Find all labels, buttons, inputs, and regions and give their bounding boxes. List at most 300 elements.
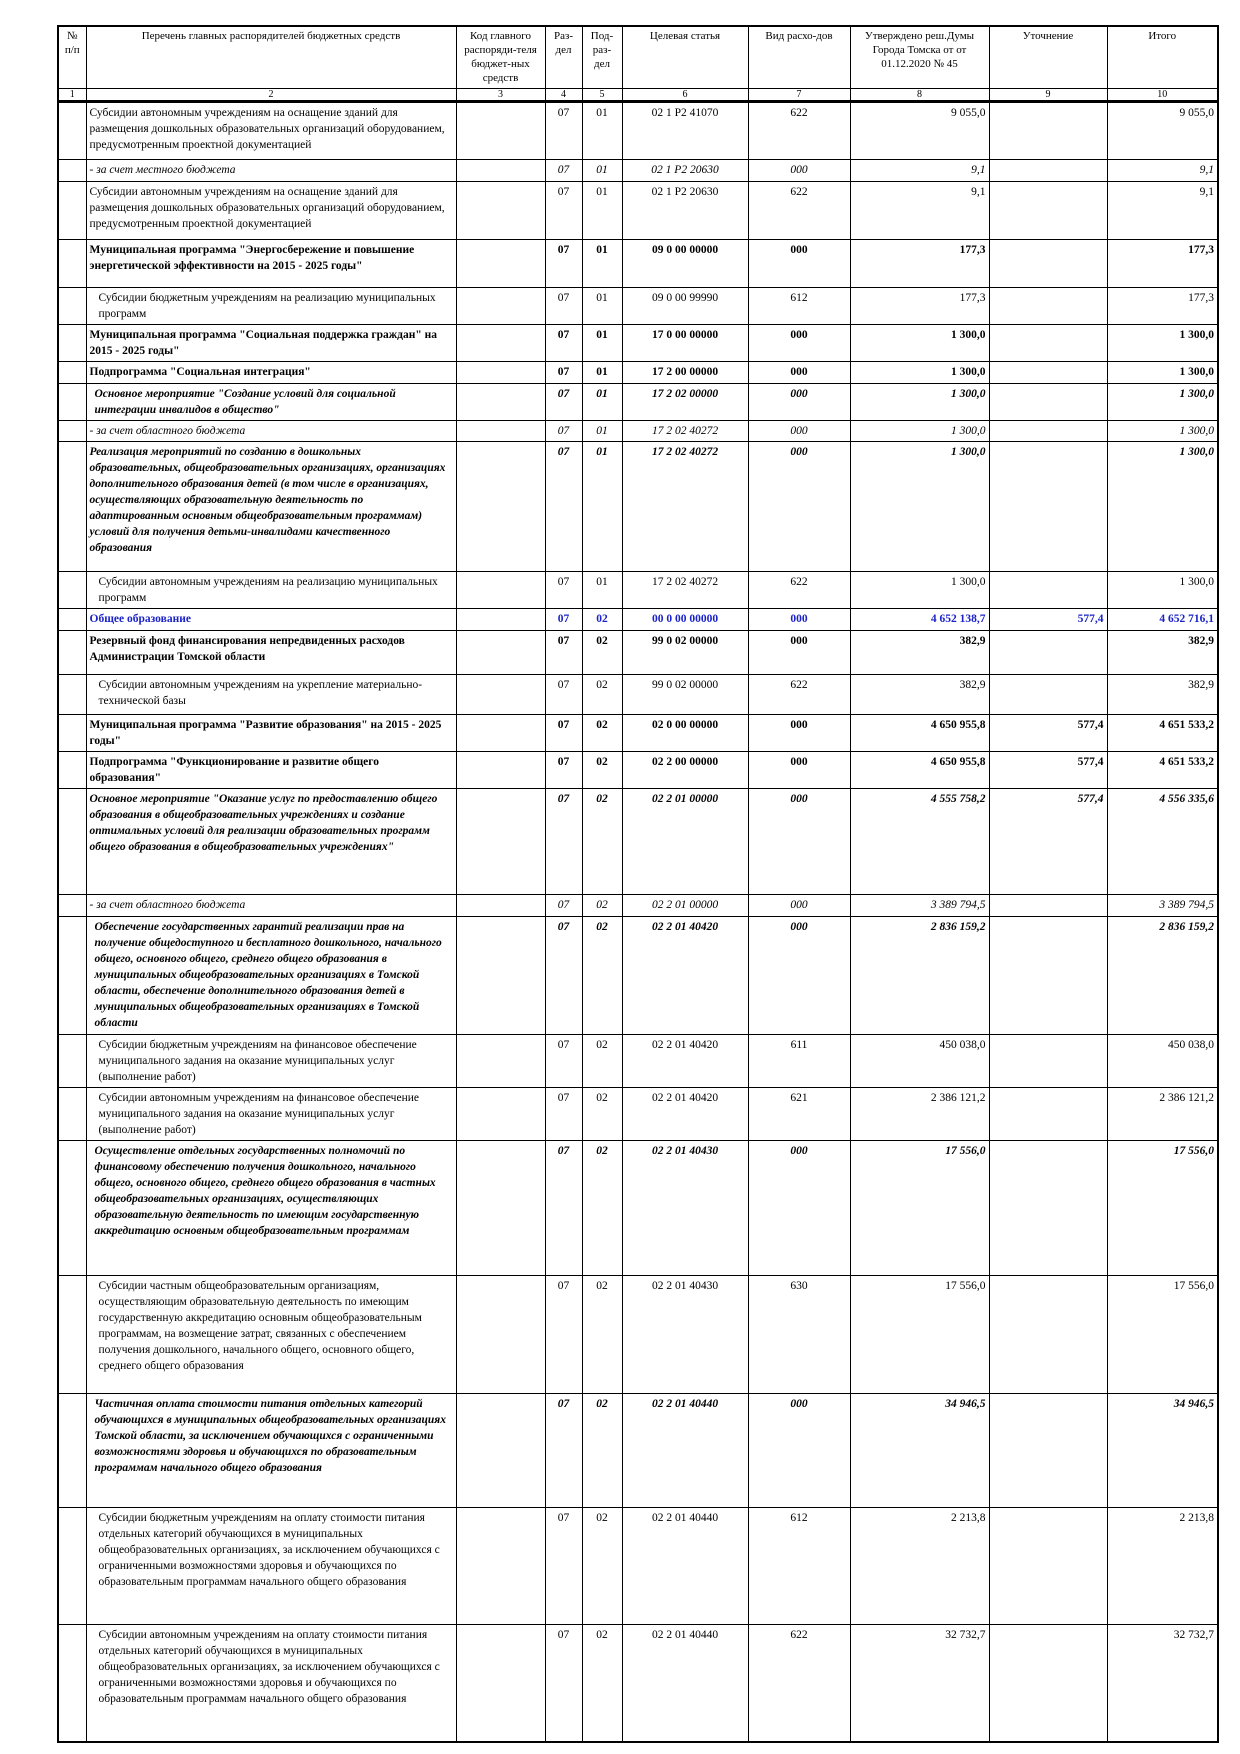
vid-cell: 000 — [748, 751, 850, 788]
razdel-cell: 07 — [545, 181, 582, 239]
table-row — [58, 1034, 1218, 1087]
target-cell: 02 1 P2 20630 — [622, 159, 748, 181]
razdel-cell: 07 — [545, 420, 582, 441]
change-cell — [989, 181, 1107, 239]
column-number: 8 — [850, 88, 989, 101]
row-name-cell: Субсидии частным общеобразовательным организациям, осуществляющим образовательную деятельность по имеющим государственную аккредитацию основным общеобразовательным программам, на возмещение затрат, связанных с обеспечением получения дошкольного, начального общего, основного общего, среднего общего образования — [86, 1275, 456, 1393]
change-cell — [989, 239, 1107, 287]
target-cell: 02 2 01 40420 — [622, 1087, 748, 1140]
row-number-cell — [58, 571, 86, 608]
admin-code-cell — [456, 181, 545, 239]
razdel-cell: 07 — [545, 159, 582, 181]
vid-cell: 622 — [748, 674, 850, 714]
row-number-cell — [58, 894, 86, 916]
vid-cell: 621 — [748, 1087, 850, 1140]
admin-code-cell — [456, 324, 545, 361]
column-number: 3 — [456, 88, 545, 101]
row-name-cell: Субсидии автономным учреждениям на оплату стоимости питания отдельных категорий обучающихся в муниципальных общеобразовательных организациях, за исключением обучающихся с ограниченными возможностями здоровья и обучающихся по образовательным программам начального общего образования — [86, 1624, 456, 1742]
row-number-cell — [58, 383, 86, 420]
total-cell: 177,3 — [1107, 239, 1218, 287]
admin-code-cell — [456, 751, 545, 788]
vid-cell: 000 — [748, 159, 850, 181]
total-cell: 2 386 121,2 — [1107, 1087, 1218, 1140]
table-row — [58, 608, 1218, 630]
row-number-cell — [58, 630, 86, 674]
row-name-cell: Субсидии автономным учреждениям на финансовое обеспечение муниципального задания на оказание муниципальных услуг (выполнение работ) — [86, 1087, 456, 1140]
row-name-cell: Основное мероприятие "Создание условий для социальной интеграции инвалидов в общество" — [86, 383, 456, 420]
admin-code-cell — [456, 1507, 545, 1624]
vid-cell: 611 — [748, 1034, 850, 1087]
razdel-cell: 07 — [545, 674, 582, 714]
razdel-cell: 07 — [545, 630, 582, 674]
razdel-cell: 07 — [545, 324, 582, 361]
approved-cell: 1 300,0 — [850, 383, 989, 420]
admin-code-cell — [456, 1140, 545, 1275]
admin-code-cell — [456, 894, 545, 916]
podrazdel-cell: 02 — [582, 751, 622, 788]
target-cell: 17 2 02 40272 — [622, 420, 748, 441]
razdel-cell: 07 — [545, 894, 582, 916]
row-number-cell — [58, 916, 86, 1034]
row-name-cell: Осуществление отдельных государственных полномочий по финансовому обеспечению получения дошкольного, начального общего, основного общего, среднего общего образования в частных общеобразовательных организациях, осуществляющих образовательную деятельность по имеющим государственную аккредитацию основным общеобразовательным программам — [86, 1140, 456, 1275]
change-cell — [989, 916, 1107, 1034]
row-name-cell: Подпрограмма "Функционирование и развитие общего образования" — [86, 751, 456, 788]
razdel-cell: 07 — [545, 1140, 582, 1275]
header-row — [58, 26, 1218, 88]
change-cell — [989, 441, 1107, 571]
row-name-cell: Подпрограмма "Социальная интеграция" — [86, 361, 456, 383]
total-cell: 450 038,0 — [1107, 1034, 1218, 1087]
row-number-cell — [58, 1034, 86, 1087]
admin-code-cell — [456, 383, 545, 420]
table-row — [58, 916, 1218, 1034]
vid-cell: 622 — [748, 101, 850, 159]
podrazdel-cell: 01 — [582, 101, 622, 159]
target-cell: 09 0 00 00000 — [622, 239, 748, 287]
podrazdel-cell: 02 — [582, 714, 622, 751]
row-name-cell: Субсидии автономным учреждениям на реализацию муниципальных программ — [86, 571, 456, 608]
total-cell: 2 213,8 — [1107, 1507, 1218, 1624]
row-name-cell: Обеспечение государственных гарантий реализации прав на получение общедоступного и бесплатного дошкольного, начального общего, основного общего, среднего общего образования в муниципальных общеобразовательных организациях в Томской области, обеспечение дополнительного образования детей в муниципальных общеобразовательных организациях в Томской области — [86, 916, 456, 1034]
row-name-cell: Частичная оплата стоимости питания отдельных категорий обучающихся в муниципальных общеобразовательных организациях Томской области, за исключением обучающихся с ограниченными возможностями здоровья и обучающихся по образовательным программам начального общего образования — [86, 1393, 456, 1507]
total-cell: 1 300,0 — [1107, 571, 1218, 608]
row-name-cell: Резервный фонд финансирования непредвиденных расходов Администрации Томской области — [86, 630, 456, 674]
change-cell — [989, 361, 1107, 383]
table-row — [58, 788, 1218, 894]
approved-cell: 1 300,0 — [850, 441, 989, 571]
row-number-cell — [58, 101, 86, 159]
table-row — [58, 1507, 1218, 1624]
total-cell: 1 300,0 — [1107, 441, 1218, 571]
approved-cell: 2 386 121,2 — [850, 1087, 989, 1140]
row-number-cell — [58, 1624, 86, 1742]
approved-cell: 9,1 — [850, 159, 989, 181]
podrazdel-cell: 02 — [582, 674, 622, 714]
target-cell: 02 1 P2 41070 — [622, 101, 748, 159]
row-number-cell — [58, 608, 86, 630]
total-cell: 17 556,0 — [1107, 1275, 1218, 1393]
razdel-cell: 07 — [545, 361, 582, 383]
table-row — [58, 1087, 1218, 1140]
header-cell-target: Целевая статья — [622, 26, 748, 88]
vid-cell: 612 — [748, 287, 850, 324]
table-row — [58, 287, 1218, 324]
header-cell-approved: Утверждено реш.Думы Города Томска от от 01.12.2020 № 45 — [850, 26, 989, 88]
approved-cell: 4 650 955,8 — [850, 714, 989, 751]
total-cell: 9 055,0 — [1107, 101, 1218, 159]
podrazdel-cell: 02 — [582, 630, 622, 674]
total-cell: 17 556,0 — [1107, 1140, 1218, 1275]
admin-code-cell — [456, 1393, 545, 1507]
approved-cell: 382,9 — [850, 630, 989, 674]
header-cell-number: № п/п — [58, 26, 86, 88]
target-cell: 00 0 00 00000 — [622, 608, 748, 630]
admin-code-cell — [456, 1275, 545, 1393]
header-cell-total: Итого — [1107, 26, 1218, 88]
change-cell — [989, 420, 1107, 441]
total-cell: 9,1 — [1107, 181, 1218, 239]
admin-code-cell — [456, 788, 545, 894]
change-cell — [989, 383, 1107, 420]
row-number-cell — [58, 181, 86, 239]
target-cell: 02 2 01 00000 — [622, 788, 748, 894]
admin-code-cell — [456, 714, 545, 751]
total-cell: 1 300,0 — [1107, 324, 1218, 361]
total-cell: 4 556 335,6 — [1107, 788, 1218, 894]
change-cell — [989, 630, 1107, 674]
change-cell — [989, 1275, 1107, 1393]
total-cell: 2 836 159,2 — [1107, 916, 1218, 1034]
change-cell — [989, 1393, 1107, 1507]
admin-code-cell — [456, 239, 545, 287]
razdel-cell: 07 — [545, 714, 582, 751]
target-cell: 17 2 00 00000 — [622, 361, 748, 383]
target-cell: 99 0 02 00000 — [622, 674, 748, 714]
header-cell-podrazdel: Под-раз-дел — [582, 26, 622, 88]
table-row — [58, 674, 1218, 714]
approved-cell: 450 038,0 — [850, 1034, 989, 1087]
total-cell: 382,9 — [1107, 630, 1218, 674]
approved-cell: 9 055,0 — [850, 101, 989, 159]
approved-cell: 2 213,8 — [850, 1507, 989, 1624]
vid-cell: 000 — [748, 1393, 850, 1507]
admin-code-cell — [456, 441, 545, 571]
admin-code-cell — [456, 1034, 545, 1087]
target-cell: 02 0 00 00000 — [622, 714, 748, 751]
column-number: 4 — [545, 88, 582, 101]
row-number-cell — [58, 1275, 86, 1393]
target-cell: 02 2 01 40420 — [622, 1034, 748, 1087]
razdel-cell: 07 — [545, 1087, 582, 1140]
podrazdel-cell: 01 — [582, 571, 622, 608]
table-row — [58, 383, 1218, 420]
podrazdel-cell: 01 — [582, 287, 622, 324]
row-name-cell: Субсидии бюджетным учреждениям на оплату стоимости питания отдельных категорий обучающихся в муниципальных общеобразовательных организациях, за исключением обучающихся с ограниченными возможностями здоровья и обучающихся по образовательным программам начального общего образования — [86, 1507, 456, 1624]
column-number: 5 — [582, 88, 622, 101]
table-row — [58, 159, 1218, 181]
change-cell — [989, 1087, 1107, 1140]
table-row — [58, 630, 1218, 674]
change-cell: 577,4 — [989, 608, 1107, 630]
admin-code-cell — [456, 630, 545, 674]
razdel-cell: 07 — [545, 788, 582, 894]
row-name-cell: Субсидии автономным учреждениям на оснащение зданий для размещения дошкольных образовательных организаций оборудованием, предусмотренным проектной документацией — [86, 181, 456, 239]
vid-cell: 630 — [748, 1275, 850, 1393]
header-cell-razdel: Раз-дел — [545, 26, 582, 88]
admin-code-cell — [456, 361, 545, 383]
column-number: 6 — [622, 88, 748, 101]
row-number-cell — [58, 751, 86, 788]
target-cell: 02 2 01 40440 — [622, 1393, 748, 1507]
change-cell: 577,4 — [989, 714, 1107, 751]
razdel-cell: 07 — [545, 1507, 582, 1624]
table-body — [58, 101, 1218, 1742]
column-number: 10 — [1107, 88, 1218, 101]
podrazdel-cell: 02 — [582, 894, 622, 916]
target-cell: 17 2 02 40272 — [622, 571, 748, 608]
header-cell-name: Перечень главных распорядителей бюджетных средств — [86, 26, 456, 88]
approved-cell: 4 650 955,8 — [850, 751, 989, 788]
row-number-cell — [58, 714, 86, 751]
approved-cell: 32 732,7 — [850, 1624, 989, 1742]
row-number-cell — [58, 361, 86, 383]
podrazdel-cell: 02 — [582, 1624, 622, 1742]
approved-cell: 4 555 758,2 — [850, 788, 989, 894]
target-cell: 02 1 P2 20630 — [622, 181, 748, 239]
table-row — [58, 1393, 1218, 1507]
podrazdel-cell: 01 — [582, 324, 622, 361]
total-cell: 177,3 — [1107, 287, 1218, 324]
razdel-cell: 07 — [545, 916, 582, 1034]
target-cell: 02 2 01 40430 — [622, 1140, 748, 1275]
target-cell: 17 0 00 00000 — [622, 324, 748, 361]
change-cell — [989, 1034, 1107, 1087]
razdel-cell: 07 — [545, 608, 582, 630]
target-cell: 17 2 02 00000 — [622, 383, 748, 420]
podrazdel-cell: 01 — [582, 420, 622, 441]
table-row — [58, 441, 1218, 571]
approved-cell: 177,3 — [850, 287, 989, 324]
change-cell — [989, 101, 1107, 159]
row-number-cell — [58, 324, 86, 361]
vid-cell: 612 — [748, 1507, 850, 1624]
row-number-cell — [58, 788, 86, 894]
target-cell: 02 2 01 00000 — [622, 894, 748, 916]
vid-cell: 000 — [748, 714, 850, 751]
approved-cell: 1 300,0 — [850, 324, 989, 361]
row-number-cell — [58, 1087, 86, 1140]
row-number-cell — [58, 674, 86, 714]
table-row — [58, 181, 1218, 239]
row-name-cell: Общее образование — [86, 608, 456, 630]
table-row — [58, 420, 1218, 441]
budget-table — [57, 25, 1219, 1743]
vid-cell: 000 — [748, 1140, 850, 1275]
row-number-cell — [58, 1507, 86, 1624]
total-cell: 34 946,5 — [1107, 1393, 1218, 1507]
target-cell: 17 2 02 40272 — [622, 441, 748, 571]
change-cell — [989, 674, 1107, 714]
table-row — [58, 1275, 1218, 1393]
row-name-cell: Субсидии автономным учреждениям на укрепление материально-технической базы — [86, 674, 456, 714]
change-cell: 577,4 — [989, 788, 1107, 894]
vid-cell: 000 — [748, 441, 850, 571]
change-cell — [989, 287, 1107, 324]
vid-cell: 000 — [748, 324, 850, 361]
row-name-cell: Муниципальная программа "Энергосбережение и повышение энергетической эффективности на 2015 - 2025 годы" — [86, 239, 456, 287]
approved-cell: 4 652 138,7 — [850, 608, 989, 630]
header-cell-change: Уточнение — [989, 26, 1107, 88]
change-cell — [989, 1140, 1107, 1275]
total-cell: 9,1 — [1107, 159, 1218, 181]
total-cell: 4 651 533,2 — [1107, 714, 1218, 751]
podrazdel-cell: 01 — [582, 383, 622, 420]
target-cell: 02 2 01 40440 — [622, 1507, 748, 1624]
vid-cell: 000 — [748, 916, 850, 1034]
change-cell — [989, 1624, 1107, 1742]
table-row — [58, 571, 1218, 608]
admin-code-cell — [456, 1624, 545, 1742]
vid-cell: 000 — [748, 894, 850, 916]
row-number-cell — [58, 1140, 86, 1275]
target-cell: 09 0 00 99990 — [622, 287, 748, 324]
podrazdel-cell: 02 — [582, 1034, 622, 1087]
approved-cell: 1 300,0 — [850, 420, 989, 441]
vid-cell: 000 — [748, 420, 850, 441]
admin-code-cell — [456, 571, 545, 608]
vid-cell: 000 — [748, 608, 850, 630]
total-cell: 32 732,7 — [1107, 1624, 1218, 1742]
row-name-cell: Муниципальная программа "Развитие образования" на 2015 - 2025 годы" — [86, 714, 456, 751]
admin-code-cell — [456, 674, 545, 714]
row-number-cell — [58, 441, 86, 571]
change-cell — [989, 571, 1107, 608]
podrazdel-cell: 02 — [582, 1507, 622, 1624]
table-row — [58, 324, 1218, 361]
total-cell: 4 651 533,2 — [1107, 751, 1218, 788]
podrazdel-cell: 02 — [582, 1393, 622, 1507]
total-cell: 1 300,0 — [1107, 420, 1218, 441]
table-row — [58, 361, 1218, 383]
row-name-cell: Муниципальная программа "Социальная поддержка граждан" на 2015 - 2025 годы" — [86, 324, 456, 361]
table-row — [58, 714, 1218, 751]
razdel-cell: 07 — [545, 1275, 582, 1393]
podrazdel-cell: 02 — [582, 1087, 622, 1140]
admin-code-cell — [456, 1087, 545, 1140]
row-name-cell: Основное мероприятие "Оказание услуг по предоставлению общего образования в общеобразовательных учреждениях и создание оптимальных условий для реализации образовательных программ общего образования в общеобразовательных учреждениях" — [86, 788, 456, 894]
podrazdel-cell: 01 — [582, 181, 622, 239]
vid-cell: 622 — [748, 181, 850, 239]
vid-cell: 000 — [748, 788, 850, 894]
change-cell — [989, 894, 1107, 916]
approved-cell: 382,9 — [850, 674, 989, 714]
approved-cell: 17 556,0 — [850, 1140, 989, 1275]
change-cell — [989, 1507, 1107, 1624]
change-cell — [989, 324, 1107, 361]
razdel-cell: 07 — [545, 101, 582, 159]
header-cell-admin-code: Код главного распоряди-теля бюджет-ных средств — [456, 26, 545, 88]
approved-cell: 34 946,5 — [850, 1393, 989, 1507]
approved-cell: 1 300,0 — [850, 361, 989, 383]
razdel-cell: 07 — [545, 571, 582, 608]
row-number-cell — [58, 159, 86, 181]
row-name-cell: - за счет областного бюджета — [86, 894, 456, 916]
total-cell: 4 652 716,1 — [1107, 608, 1218, 630]
podrazdel-cell: 01 — [582, 361, 622, 383]
row-number-cell — [58, 420, 86, 441]
table-row — [58, 751, 1218, 788]
header-cell-vid: Вид расхо-дов — [748, 26, 850, 88]
row-name-cell: - за счет областного бюджета — [86, 420, 456, 441]
razdel-cell: 07 — [545, 1393, 582, 1507]
razdel-cell: 07 — [545, 383, 582, 420]
target-cell: 02 2 01 40440 — [622, 1624, 748, 1742]
admin-code-cell — [456, 159, 545, 181]
approved-cell: 1 300,0 — [850, 571, 989, 608]
approved-cell: 2 836 159,2 — [850, 916, 989, 1034]
podrazdel-cell: 02 — [582, 1140, 622, 1275]
row-name-cell: Субсидии бюджетным учреждениям на финансовое обеспечение муниципального задания на оказание муниципальных услуг (выполнение работ) — [86, 1034, 456, 1087]
approved-cell: 17 556,0 — [850, 1275, 989, 1393]
vid-cell: 000 — [748, 361, 850, 383]
vid-cell: 622 — [748, 1624, 850, 1742]
column-number-row — [58, 88, 1218, 101]
table-row — [58, 101, 1218, 159]
razdel-cell: 07 — [545, 1624, 582, 1742]
row-name-cell: Субсидии бюджетным учреждениям на реализацию муниципальных программ — [86, 287, 456, 324]
vid-cell: 000 — [748, 630, 850, 674]
row-name-cell: - за счет местного бюджета — [86, 159, 456, 181]
table-row — [58, 894, 1218, 916]
razdel-cell: 07 — [545, 441, 582, 571]
row-name-cell: Субсидии автономным учреждениям на оснащение зданий для размещения дошкольных образовательных организаций оборудованием, предусмотренным проектной документацией — [86, 101, 456, 159]
column-number: 7 — [748, 88, 850, 101]
target-cell: 02 2 01 40430 — [622, 1275, 748, 1393]
total-cell: 1 300,0 — [1107, 383, 1218, 420]
target-cell: 02 2 01 40420 — [622, 916, 748, 1034]
razdel-cell: 07 — [545, 1034, 582, 1087]
admin-code-cell — [456, 287, 545, 324]
admin-code-cell — [456, 608, 545, 630]
column-number: 2 — [86, 88, 456, 101]
target-cell: 02 2 00 00000 — [622, 751, 748, 788]
admin-code-cell — [456, 420, 545, 441]
admin-code-cell — [456, 916, 545, 1034]
razdel-cell: 07 — [545, 239, 582, 287]
podrazdel-cell: 02 — [582, 788, 622, 894]
vid-cell: 000 — [748, 239, 850, 287]
total-cell: 1 300,0 — [1107, 361, 1218, 383]
podrazdel-cell: 02 — [582, 608, 622, 630]
approved-cell: 3 389 794,5 — [850, 894, 989, 916]
admin-code-cell — [456, 101, 545, 159]
total-cell: 382,9 — [1107, 674, 1218, 714]
row-number-cell — [58, 239, 86, 287]
table-row — [58, 239, 1218, 287]
approved-cell: 9,1 — [850, 181, 989, 239]
change-cell — [989, 159, 1107, 181]
row-number-cell — [58, 287, 86, 324]
target-cell: 99 0 02 00000 — [622, 630, 748, 674]
podrazdel-cell: 02 — [582, 1275, 622, 1393]
total-cell: 3 389 794,5 — [1107, 894, 1218, 916]
change-cell: 577,4 — [989, 751, 1107, 788]
podrazdel-cell: 02 — [582, 916, 622, 1034]
column-number: 1 — [58, 88, 86, 101]
vid-cell: 000 — [748, 383, 850, 420]
table-row — [58, 1624, 1218, 1742]
row-number-cell — [58, 1393, 86, 1507]
